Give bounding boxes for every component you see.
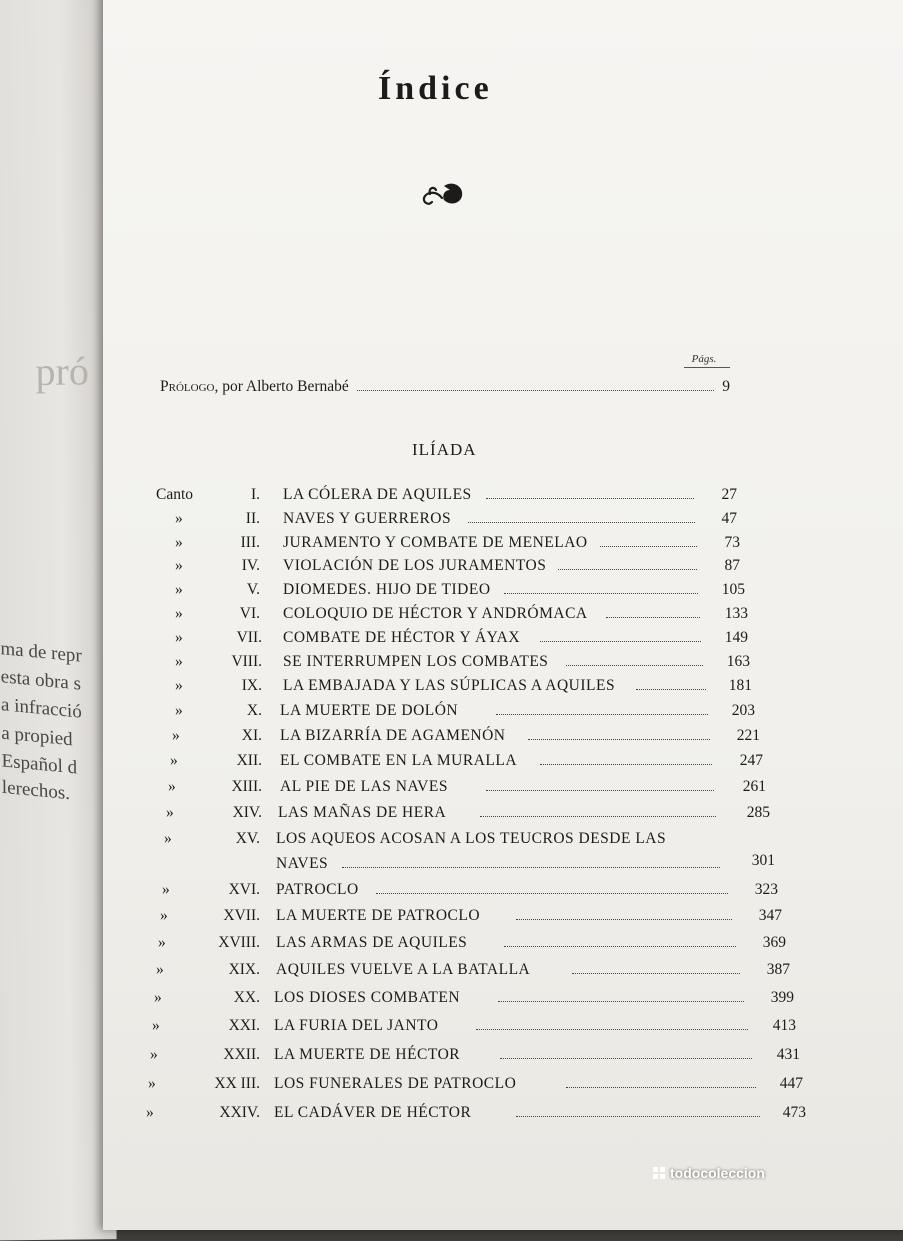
- facing-page-line: esta obra s: [0, 666, 82, 695]
- page-number: 163: [726, 653, 750, 670]
- dot-leader: [600, 534, 697, 547]
- canto-numeral: XVII.: [223, 907, 260, 924]
- canto-numeral: VIII.: [231, 653, 262, 670]
- canto-label: »: [175, 581, 183, 598]
- facing-page-ghost-text: pró: [35, 348, 90, 394]
- canto-label: »: [156, 961, 164, 978]
- canto-label: »: [168, 778, 176, 795]
- dot-leader: [606, 605, 700, 618]
- page-title: Índice: [378, 70, 493, 107]
- fleuron-ornament-icon: [420, 180, 466, 210]
- canto-numeral: VII.: [236, 629, 262, 646]
- canto-title: LA FURIA DEL JANTO: [274, 1017, 439, 1034]
- canto-numeral: XX.: [233, 989, 260, 1006]
- page-number: 399: [770, 989, 794, 1006]
- page-number: 413: [772, 1017, 796, 1034]
- canto-numeral: XVI.: [228, 881, 260, 898]
- page-number: 149: [724, 629, 748, 646]
- toc-entry: [0, 907, 900, 929]
- prologue-author: , por Alberto Bernabé: [214, 378, 349, 396]
- canto-numeral: IX.: [241, 677, 262, 694]
- toc-entry: [0, 629, 900, 651]
- canto-title: LOS FUNERALES DE PATROCLO: [274, 1075, 517, 1092]
- canto-title: EL COMBATE EN LA MURALLA: [280, 752, 518, 769]
- page-number: 221: [736, 727, 760, 744]
- canto-label: »: [175, 702, 183, 719]
- dot-leader: [498, 989, 744, 1002]
- canto-numeral: XI.: [241, 727, 262, 744]
- page-number: 447: [779, 1075, 803, 1092]
- watermark: [652, 1165, 765, 1181]
- page-number: 473: [782, 1104, 806, 1121]
- canto-title: NAVES Y GUERREROS: [283, 510, 452, 527]
- watermark-logo-icon: [652, 1166, 666, 1180]
- canto-numeral: VI.: [239, 605, 260, 622]
- page-number: 27: [721, 486, 737, 503]
- canto-numeral: I.: [250, 486, 260, 503]
- toc-entry: [0, 510, 900, 532]
- dot-leader: [504, 934, 736, 947]
- dot-leader: [468, 510, 695, 523]
- page-number: 301: [751, 852, 775, 869]
- canto-label: »: [175, 629, 183, 646]
- canto-label: »: [162, 881, 170, 898]
- page-number: 285: [746, 804, 770, 821]
- dot-leader: [376, 881, 728, 894]
- toc-entry: [0, 534, 900, 556]
- page-number: 87: [724, 557, 740, 574]
- canto-title: LA MUERTE DE PATROCLO: [276, 907, 481, 924]
- canto-numeral: XXIV.: [219, 1104, 260, 1121]
- canto-numeral: V.: [246, 581, 260, 598]
- toc-entry: [0, 778, 900, 800]
- canto-label: »: [154, 989, 162, 1006]
- canto-numeral: XVIII.: [218, 934, 260, 951]
- toc-entry: [0, 989, 900, 1011]
- canto-title: LAS ARMAS DE AQUILES: [276, 934, 468, 951]
- dot-leader: [357, 378, 715, 391]
- toc-entry: [0, 486, 900, 508]
- facing-page-line: a infracció: [0, 694, 82, 723]
- canto-numeral: XII.: [236, 752, 262, 769]
- canto-numeral: XIII.: [231, 778, 262, 795]
- canto-title: SE INTERRUMPEN LOS COMBATES: [283, 653, 549, 670]
- dot-leader: [516, 907, 732, 920]
- dot-leader: [566, 1075, 756, 1088]
- canto-numeral: XIV.: [232, 804, 262, 821]
- canto-numeral: XIX.: [228, 961, 260, 978]
- dot-leader: [516, 1104, 760, 1117]
- toc-entry: [0, 1075, 900, 1097]
- dot-leader: [540, 629, 701, 642]
- page-number: 431: [776, 1046, 800, 1063]
- canto-title: VIOLACIÓN DE LOS JURAMENTOS: [283, 557, 547, 574]
- canto-title: LAS MAÑAS DE HERA: [278, 804, 447, 821]
- canto-label: »: [146, 1104, 154, 1121]
- section-title: ILÍADA: [412, 440, 477, 459]
- canto-title: LA CÓLERA DE AQUILES: [283, 486, 472, 503]
- canto-label: »: [150, 1046, 158, 1063]
- dot-leader: [342, 855, 720, 868]
- page-number: 105: [721, 581, 745, 598]
- canto-numeral: IV.: [241, 557, 260, 574]
- toc-entry: [0, 830, 900, 872]
- facing-page-line: Español d: [1, 750, 78, 779]
- toc-entry: [0, 1104, 900, 1126]
- dot-leader: [496, 702, 708, 715]
- toc-entry: [0, 557, 900, 579]
- dot-leader: [486, 778, 714, 791]
- facing-page-line: lerechos.: [1, 776, 71, 805]
- canto-title: LOS AQUEOS ACOSAN A LOS TEUCROS DESDE LAS: [276, 830, 667, 847]
- page-number: 387: [766, 961, 790, 978]
- canto-label: »: [160, 907, 168, 924]
- toc-entry: [0, 581, 900, 603]
- canto-label: »: [148, 1075, 156, 1092]
- facing-page-line: ma de repr: [0, 638, 82, 667]
- dot-leader: [528, 727, 710, 740]
- canto-numeral: XV.: [235, 830, 260, 847]
- canto-title: LA MUERTE DE HÉCTOR: [274, 1046, 461, 1063]
- page-number: 247: [739, 752, 763, 769]
- toc-entry: [0, 727, 900, 749]
- canto-label: »: [170, 752, 178, 769]
- canto-label: »: [152, 1017, 160, 1034]
- dot-leader: [636, 677, 706, 690]
- page-number: 203: [731, 702, 755, 719]
- canto-label: Canto: [156, 486, 194, 503]
- canto-label: »: [175, 510, 183, 527]
- canto-title-continued: NAVES: [276, 855, 329, 872]
- dot-leader: [500, 1046, 752, 1059]
- canto-label: »: [164, 830, 172, 847]
- canto-title: LA BIZARRÍA DE AGAMENÓN: [280, 727, 506, 744]
- canto-title: COLOQUIO DE HÉCTOR Y ANDRÓMACA: [283, 605, 588, 622]
- prologue-page-number: 9: [722, 378, 730, 396]
- toc-entry: [0, 677, 900, 699]
- canto-numeral: III.: [240, 534, 260, 551]
- toc-entry: [0, 961, 900, 983]
- dot-leader: [504, 581, 698, 594]
- dot-leader: [572, 961, 740, 974]
- dot-leader: [486, 486, 694, 499]
- page-number: 347: [758, 907, 782, 924]
- page-number: 261: [742, 778, 766, 795]
- canto-label: »: [175, 653, 183, 670]
- canto-label: »: [172, 727, 180, 744]
- toc-entry: [0, 934, 900, 956]
- page-number: 133: [724, 605, 748, 622]
- page-number: 73: [724, 534, 740, 551]
- page-number: 369: [762, 934, 786, 951]
- canto-title: LA EMBAJADA Y LAS SÚPLICAS A AQUILES: [283, 677, 616, 694]
- prologue-entry: [160, 378, 730, 396]
- canto-title: DIOMEDES. HIJO DE TIDEO: [283, 581, 491, 598]
- pages-column-label: Págs.: [684, 353, 730, 368]
- toc-entry: [0, 752, 900, 774]
- canto-numeral: XXII.: [223, 1046, 260, 1063]
- toc-entry: [0, 605, 900, 627]
- canto-numeral: II.: [245, 510, 260, 527]
- canto-label: »: [166, 804, 174, 821]
- toc-entry: [0, 702, 900, 724]
- toc-entry: [0, 653, 900, 675]
- canto-title: COMBATE DE HÉCTOR Y ÁYAX: [283, 629, 521, 646]
- dot-leader: [480, 804, 716, 817]
- watermark-text: todocoleccion: [670, 1165, 765, 1181]
- dot-leader: [476, 1017, 748, 1030]
- canto-title: JURAMENTO Y COMBATE DE MENELAO: [283, 534, 588, 551]
- toc-entry: [0, 1017, 900, 1039]
- canto-title: LOS DIOSES COMBATEN: [274, 989, 461, 1006]
- page-number: 47: [721, 510, 737, 527]
- toc-entry: [0, 881, 900, 903]
- toc-entry: [0, 804, 900, 826]
- canto-title: EL CADÁVER DE HÉCTOR: [274, 1104, 472, 1121]
- canto-numeral: XX III.: [214, 1075, 260, 1092]
- toc-entry: [0, 1046, 900, 1068]
- page-number: 181: [728, 677, 752, 694]
- canto-numeral: X.: [246, 702, 262, 719]
- facing-page-line: a propied: [1, 722, 73, 751]
- canto-numeral: XXI.: [228, 1017, 260, 1034]
- page-number: 323: [754, 881, 778, 898]
- canto-label: »: [175, 677, 183, 694]
- canto-title: LA MUERTE DE DOLÓN: [280, 702, 459, 719]
- canto-label: »: [158, 934, 166, 951]
- canto-label: »: [175, 534, 183, 551]
- dot-leader: [558, 557, 697, 570]
- dot-leader: [540, 752, 712, 765]
- dot-leader: [566, 653, 703, 666]
- canto-label: »: [175, 605, 183, 622]
- canto-title: AQUILES VUELVE A LA BATALLA: [276, 961, 531, 978]
- canto-label: »: [175, 557, 183, 574]
- prologue-label: Prólogo: [160, 378, 215, 396]
- canto-title: AL PIE DE LAS NAVES: [280, 778, 448, 795]
- canto-title: PATROCLO: [276, 881, 359, 898]
